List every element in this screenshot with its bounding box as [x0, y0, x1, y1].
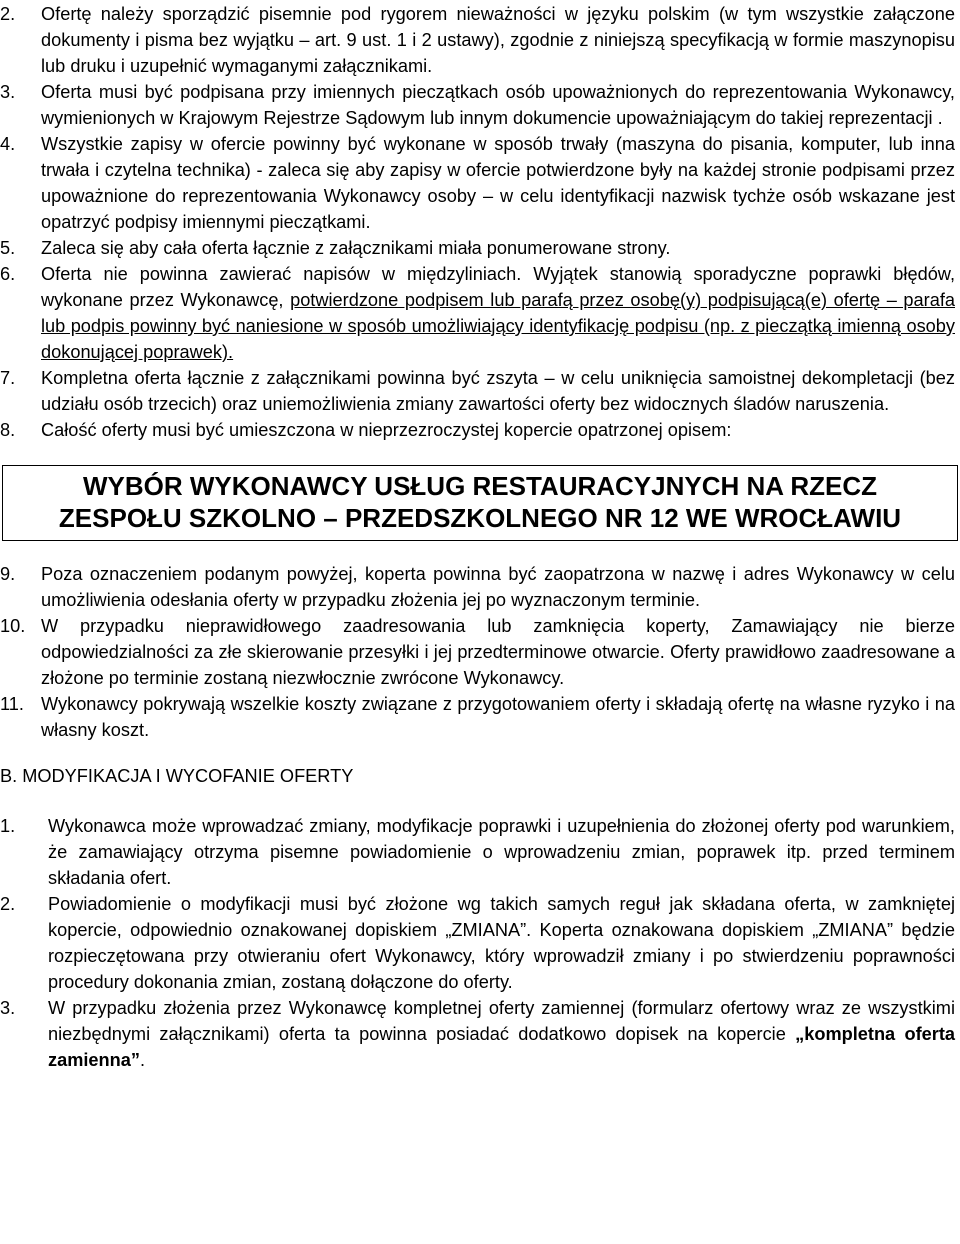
envelope-label-box — [2, 465, 958, 541]
item-bold-text: „kompletna oferta zamienna” — [48, 1024, 956, 1070]
item-number: 11. — [0, 694, 24, 714]
item-text: Wykonawca może wprowadzać zmiany, modyfikacje poprawki i uzupełnienia do złożonej oferty pod warunkiem, że zamawiający otrzyma pisemne powiadomienie o wprowadzeniu zmian, poprawek itp. przed terminem składania ofert. — [48, 816, 955, 888]
item-underlined-text: potwierdzone podpisem lub parafą przez osobę(y) podpisującą(e) ofertę – parafa lub podpis powinny być naniesione w sposób umożliwiający identyfikację podpisu (np. z pieczątką imienną osoby dokonującej poprawek). — [41, 290, 955, 362]
item-text: Kompletna oferta łącznie z załącznikami powinna być zszyta – w celu uniknięcia samoistnej dekompletacji (bez udziału osób trzecich) oraz uniemożliwienia zmiany zawartości oferty bez widocznych śladów naruszenia. — [41, 368, 955, 414]
list-item — [0, 891, 955, 995]
item-number: 7. — [0, 368, 16, 388]
item-number: 3. — [0, 82, 16, 102]
item-text: Poza oznaczeniem podanym powyżej, koperta powinna być zaopatrzona w nazwę i adres Wykonawcy w celu umożliwienia odesłania oferty w przypadku złożenia jej po wyznaczonym terminie. — [41, 564, 955, 610]
item-text: Ofertę należy sporządzić pisemnie pod rygorem nieważności w języku polskim (w tym wszystkie załączone dokumenty i pisma bez wyjątku – art. 9 ust. 1 i 2 ustawy), zgodnie z niniejszą specyfikacją w formie maszynopisu lub druku i uzupełnić wymaganymi załącznikami. — [41, 4, 955, 76]
list-item — [0, 131, 955, 235]
item-number: 4. — [0, 134, 16, 154]
item-text: Oferta musi być podpisana przy imiennych pieczątkach osób upoważnionych do reprezentowania Wykonawcy, wymienionych w Krajowym Rejestrze Sądowym lub innym dokumencie upoważniającym do takiej reprezentacji . — [41, 82, 955, 128]
item-text: Wszystkie zapisy w ofercie powinny być wykonane w sposób trwały (maszyna do pisania, komputer, lub inna trwała i czytelna technika) - zaleca się aby zapisy w ofercie potwierdzone były na każdej stronie podpisami przez upoważnione do reprezentowania Wykonawcy osoby – w celu identyfikacji nazwisk tychże osób wskazane jest opatrzyć podpisy imiennymi pieczątkami. — [41, 134, 955, 232]
item-text: Zaleca się aby cała oferta łącznie z załącznikami miała ponumerowane strony. — [41, 238, 671, 258]
item-number: 2. — [0, 4, 16, 24]
item-number: 5. — [0, 238, 16, 258]
list-item — [0, 691, 955, 743]
item-text: Wykonawcy pokrywają wszelkie koszty związane z przygotowaniem oferty i składają ofertę na własne ryzyko i na własny koszt. — [41, 694, 955, 740]
list-item — [0, 365, 955, 417]
item-number: 9. — [0, 564, 16, 584]
item-number: 3. — [0, 998, 16, 1018]
item-text: Powiadomienie o modyfikacji musi być złożone wg takich samych reguł jak składana oferta, w zamkniętej kopercie, odpowiednio oznakowanej dopiskiem „ZMIANA”. Koperta oznakowana dopiskiem „ZMIANA” będzie rozpieczętowana przy otwieraniu ofert Wykonawcy, który wprowadził zmiany i po stwierdzeniu poprawności procedury dokonania zmian, zostaną dołączone do oferty. — [48, 894, 955, 992]
list-item — [0, 261, 955, 365]
list-item — [0, 417, 955, 443]
item-text: Całość oferty musi być umieszczona w nieprzezroczystej kopercie opatrzonej opisem: — [41, 420, 732, 440]
item-tail-text: . — [139, 1050, 146, 1070]
item-number: 8. — [0, 420, 16, 440]
item-text: Oferta nie powinna zawierać napisów w międzyliniach. Wyjątek stanowią sporadyczne poprawki błędów, wykonane przez Wykonawcę, — [41, 264, 955, 310]
list-item — [0, 813, 955, 891]
item-number: 1. — [0, 816, 16, 836]
list-item — [0, 561, 955, 613]
list-item — [0, 995, 955, 1073]
list-item — [0, 1, 955, 79]
item-number: 10. — [0, 616, 26, 636]
list-item — [0, 613, 955, 691]
numbered-list-continued — [0, 561, 960, 743]
item-text: W przypadku nieprawidłowego zaadresowania lub zamknięcia koperty, Zamawiający nie bierze odpowiedzialności za złe skierowanie przesyłki i jej przedterminowe otwarcie. Oferty prawidłowo zaadresowane a złożone po terminie zostaną niezwłocznie zwrócone Wykonawcy. — [41, 616, 955, 688]
envelope-label-line-2: ZESPOŁU SZKOLNO – PRZEDSZKOLNEGO NR 12 WE WROCŁAWIU — [58, 503, 902, 533]
item-text: W przypadku złożenia przez Wykonawcę kompletnej oferty zamiennej (formularz ofertowy wraz ze wszystkimi niezbędnymi załącznikami) oferta ta powinna posiadać dodatkowo dopisek na kopercie — [48, 998, 955, 1044]
envelope-label-line-1: WYBÓR WYKONAWCY USŁUG RESTAURACYJNYCH NA RZECZ — [83, 471, 877, 501]
item-number: 6. — [0, 264, 16, 284]
list-item — [0, 235, 955, 261]
section-heading: B. MODYFIKACJA I WYCOFANIE OFERTY — [0, 766, 354, 786]
numbered-list-main — [0, 1, 960, 443]
numbered-list-section-b — [0, 813, 960, 1073]
list-item — [0, 79, 955, 131]
item-number: 2. — [0, 894, 16, 914]
